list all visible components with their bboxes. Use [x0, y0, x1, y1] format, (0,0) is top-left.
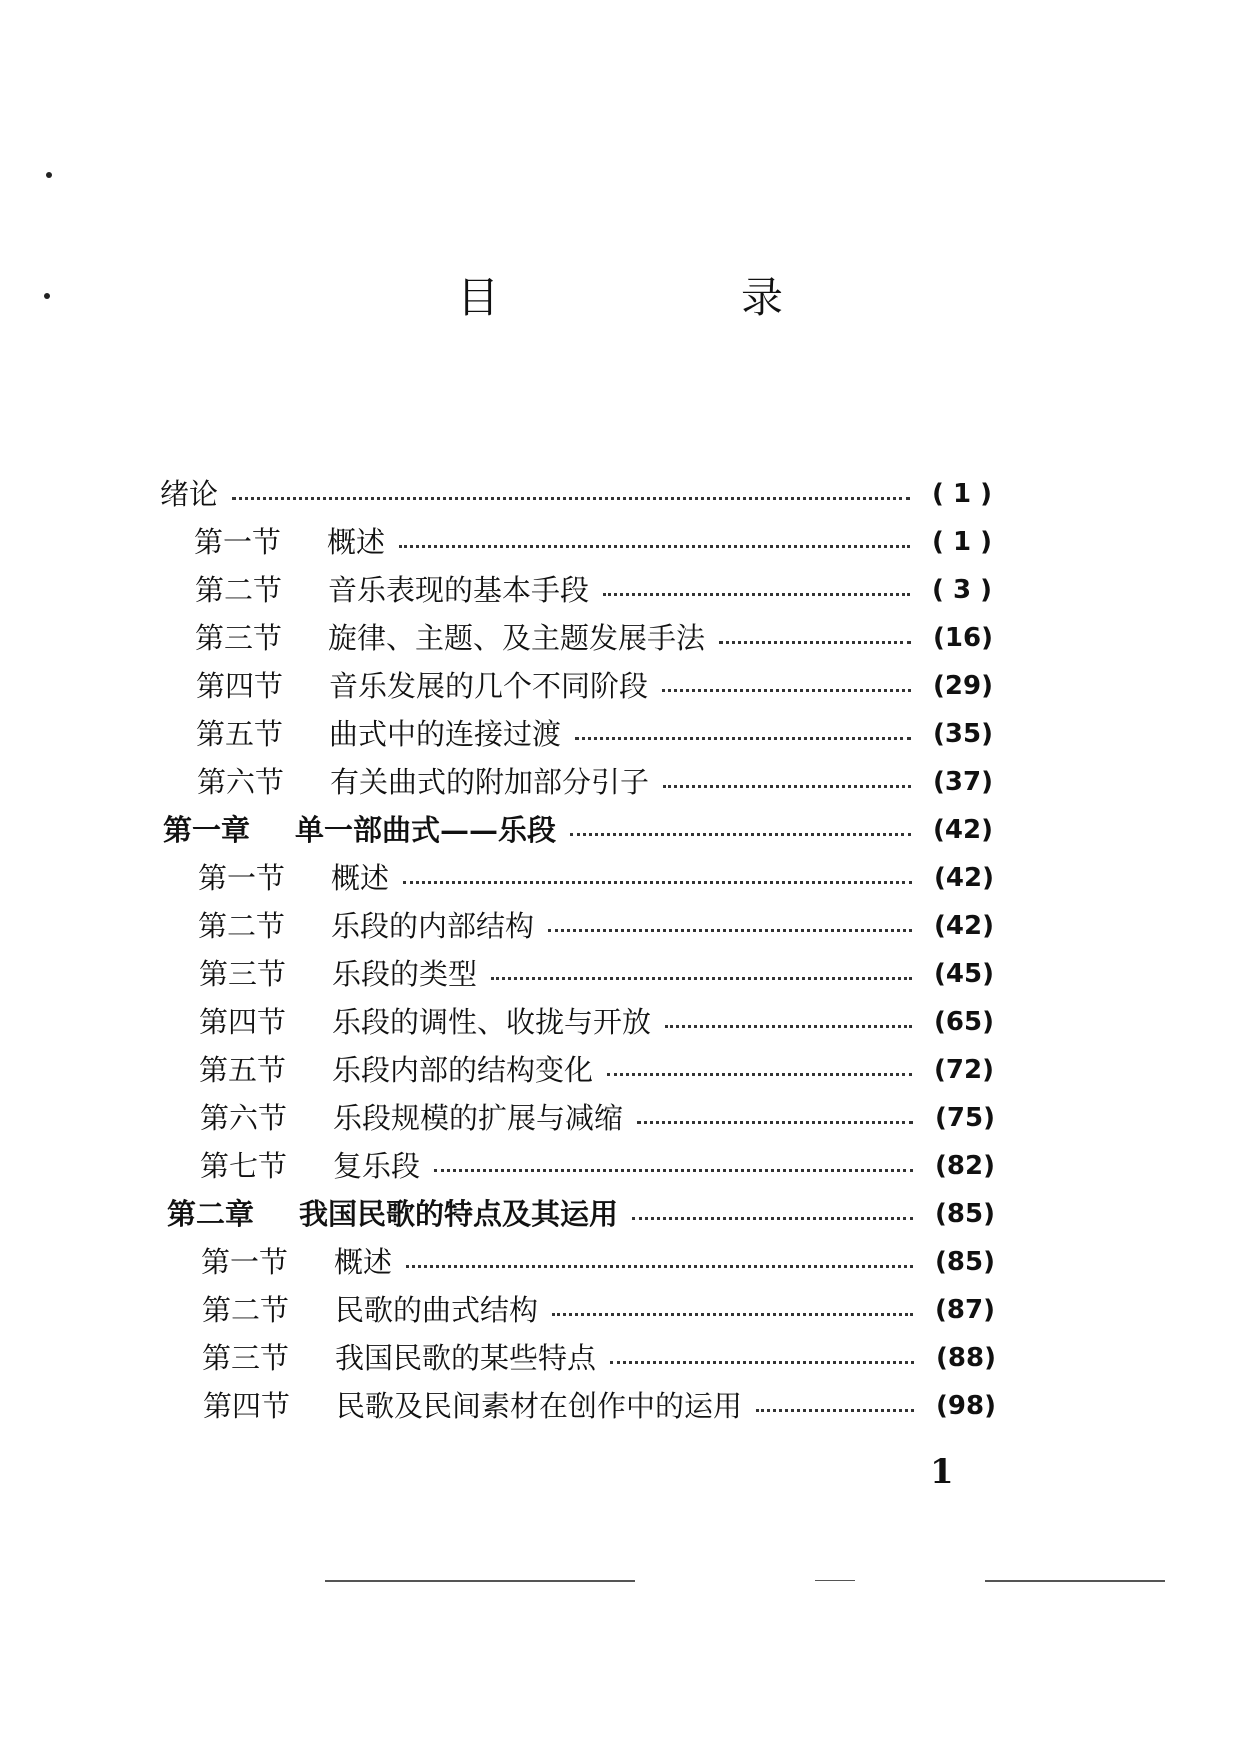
toc-section-row — [195, 568, 1002, 612]
dot-leader — [637, 1121, 913, 1124]
toc-page-number: (45) — [934, 959, 994, 989]
toc-entry-title: 我国民歌的特点及其运用 — [299, 1197, 619, 1231]
dot-leader — [403, 881, 912, 884]
dot-leader — [632, 1217, 913, 1220]
dot-leader — [406, 1265, 913, 1268]
scan-edge-line — [985, 1580, 1165, 1582]
toc-page-number: (87) — [935, 1295, 995, 1325]
section-number: 第一节 — [201, 1245, 289, 1279]
section-number: 第五节 — [196, 717, 284, 751]
toc-entry-title: 绪论 — [160, 477, 219, 511]
toc-section-row — [194, 520, 1002, 564]
toc-entry-title: 乐段的类型 — [332, 957, 478, 991]
toc-entry-title: 民歌的曲式结构 — [335, 1293, 539, 1327]
toc-page-number: ( 3 ) — [932, 575, 992, 605]
dot-leader — [399, 545, 910, 548]
toc-section-row — [197, 760, 1003, 804]
dot-leader — [665, 1025, 912, 1028]
toc-entry-label — [195, 616, 705, 660]
toc-chapter-row — [163, 808, 1003, 852]
section-number: 第三节 — [195, 621, 283, 655]
toc-entry-title: 单一部曲式——乐段 — [295, 813, 557, 847]
scan-speck — [44, 293, 50, 299]
toc-page-number: (42) — [934, 863, 994, 893]
section-number: 第七节 — [200, 1149, 288, 1183]
toc-page-number: (35) — [933, 719, 993, 749]
toc-entry-label — [198, 904, 534, 948]
section-number: 第二节 — [195, 573, 283, 607]
toc-entry-title: 乐段的调性、收拢与开放 — [332, 1005, 652, 1039]
toc-entry-label — [194, 520, 385, 564]
toc-entry-title: 旋律、主题、及主题发展手法 — [328, 621, 706, 655]
section-number: 第六节 — [200, 1101, 288, 1135]
toc-page-number: ( 1 ) — [932, 527, 992, 557]
section-number: 第三节 — [202, 1341, 290, 1375]
dot-leader — [552, 1313, 913, 1316]
dot-leader — [610, 1361, 914, 1364]
section-number: 第六节 — [197, 765, 285, 799]
toc-entry-title: 音乐发展的几个不同阶段 — [329, 669, 649, 703]
section-number: 第二节 — [198, 909, 286, 943]
dot-leader — [607, 1073, 912, 1076]
dot-leader — [662, 689, 911, 692]
chapter-number: 第二章 — [167, 1197, 255, 1231]
toc-section-row — [198, 856, 1004, 900]
toc-entry-label — [199, 952, 477, 996]
toc-page-number: (16) — [933, 623, 993, 653]
chapter-number: 第一章 — [163, 813, 251, 847]
page-number: 1 — [930, 1452, 954, 1492]
section-number: 第一节 — [194, 525, 282, 559]
toc-section-row — [198, 904, 1004, 948]
toc-page-number: (37) — [933, 767, 993, 797]
toc-page-number: (42) — [934, 911, 994, 941]
toc-page-number: (65) — [934, 1007, 994, 1037]
toc-page-number: (98) — [936, 1391, 996, 1421]
toc-page-number: ( 1 ) — [932, 479, 992, 509]
section-number: 第一节 — [198, 861, 286, 895]
toc-section-row — [203, 1384, 1006, 1428]
dot-leader — [663, 785, 911, 788]
dot-leader — [575, 737, 911, 740]
toc-entry-title: 民歌及民间素材在创作中的运用 — [336, 1389, 743, 1423]
toc-section-row — [200, 1144, 1005, 1188]
toc-entry-label — [199, 1048, 593, 1092]
toc-page-number: (29) — [933, 671, 993, 701]
toc-entry-title: 乐段内部的结构变化 — [332, 1053, 594, 1087]
toc-entry-label — [167, 1192, 618, 1236]
toc-entry-title: 乐段的内部结构 — [331, 909, 535, 943]
toc-page-number: (88) — [936, 1343, 996, 1373]
section-number: 第四节 — [196, 669, 284, 703]
scan-speck — [46, 172, 52, 178]
toc-page-number: (72) — [934, 1055, 994, 1085]
toc-entry-label — [163, 808, 556, 852]
dot-leader — [756, 1409, 914, 1412]
toc-section-row — [201, 1240, 1005, 1284]
dot-leader — [570, 833, 911, 836]
dot-leader — [491, 977, 912, 980]
toc-section-row — [202, 1288, 1005, 1332]
toc-entry-label — [196, 664, 648, 708]
toc-entry-label — [200, 1144, 420, 1188]
toc-entry-label — [160, 472, 218, 516]
section-number: 第三节 — [199, 957, 287, 991]
toc-section-row — [199, 952, 1004, 996]
scan-edge-line — [815, 1580, 855, 1581]
toc-entry-label — [199, 1000, 651, 1044]
toc-section-row — [199, 1048, 1004, 1092]
toc-entry-title: 概述 — [327, 525, 386, 559]
toc-entry-title: 乐段规模的扩展与减缩 — [333, 1101, 624, 1135]
toc-entry-title: 我国民歌的某些特点 — [335, 1341, 597, 1375]
page-title: 目 录 — [456, 273, 883, 322]
section-number: 第二节 — [202, 1293, 290, 1327]
toc-section-row — [196, 664, 1003, 708]
toc-entry-label — [198, 856, 389, 900]
toc-section-row — [199, 1000, 1004, 1044]
toc-chapter-row — [167, 1192, 1005, 1236]
toc-entry-label — [200, 1096, 623, 1140]
dot-leader — [232, 497, 910, 500]
toc-page-number: (75) — [935, 1103, 995, 1133]
toc-entry-label — [197, 760, 649, 804]
toc-intro-row — [160, 472, 1002, 516]
toc-entry-title: 复乐段 — [333, 1149, 421, 1183]
toc-page-number: (82) — [935, 1151, 995, 1181]
toc-section-row — [196, 712, 1003, 756]
toc-entry-title: 音乐表现的基本手段 — [328, 573, 590, 607]
toc-entry-title: 有关曲式的附加部分引子 — [330, 765, 650, 799]
toc-entry-label — [201, 1240, 392, 1284]
toc-page-number: (85) — [935, 1247, 995, 1277]
toc-page-number: (42) — [933, 815, 993, 845]
toc-entry-title: 概述 — [331, 861, 390, 895]
dot-leader — [434, 1169, 913, 1172]
toc-page-number: (85) — [935, 1199, 995, 1229]
toc-entry-label — [202, 1336, 596, 1380]
toc-entry-title: 概述 — [334, 1245, 393, 1279]
section-number: 第四节 — [203, 1389, 291, 1423]
section-number: 第四节 — [199, 1005, 287, 1039]
scan-edge-line — [325, 1580, 635, 1582]
dot-leader — [603, 593, 910, 596]
toc-entry-title: 曲式中的连接过渡 — [329, 717, 562, 751]
toc-entry-label — [195, 568, 589, 612]
toc-section-row — [202, 1336, 1006, 1380]
section-number: 第五节 — [199, 1053, 287, 1087]
toc-section-row — [200, 1096, 1005, 1140]
toc-entry-label — [203, 1384, 742, 1428]
toc-entry-label — [202, 1288, 538, 1332]
toc-section-row — [195, 616, 1003, 660]
toc-entry-label — [196, 712, 561, 756]
dot-leader — [548, 929, 912, 932]
dot-leader — [719, 641, 911, 644]
